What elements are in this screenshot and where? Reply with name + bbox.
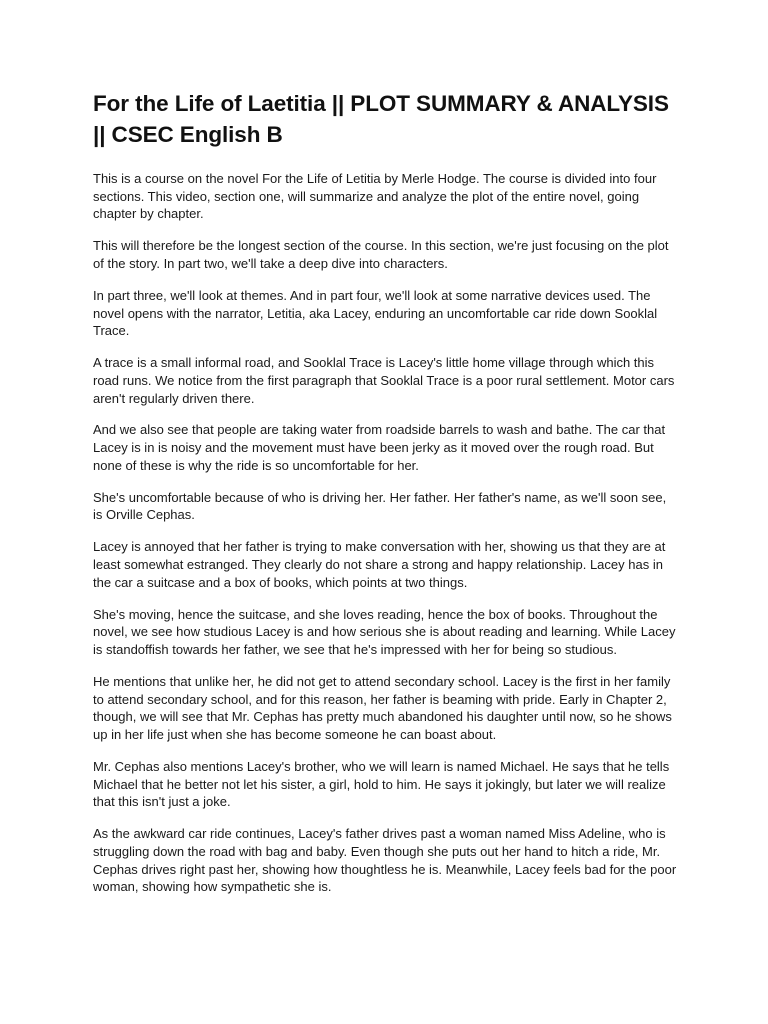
document-page xyxy=(93,88,678,910)
paragraph-4: A trace is a small informal road, and Sooklal Trace is Lacey's little home village through which this road runs. We notice from the first paragraph that Sooklal Trace is a poor rural settlement. Motor cars aren't regularly driven there. xyxy=(93,355,675,406)
paragraph-11: As the awkward car ride continues, Lacey's father drives past a woman named Miss Adeline, who is struggling down the road with bag and baby. Even though she puts out her hand to hitch a ride, Mr. Cephas drives right past her, showing how thoughtless he is. Meanwhile, Lacey feels bad for the poor woman, showing how sympathetic she is. xyxy=(93,826,677,895)
paragraph-6: She's uncomfortable because of who is driving her. Her father. Her father's name, as we'll soon see, is Orville Cephas. xyxy=(93,489,667,523)
paragraph-9: He mentions that unlike her, he did not get to attend secondary school. Lacey is the first in her family to attend secondary school, and for this reason, her father is beaming with pride. Early in Chapter 2, though, we will see that Mr. Cephas has pretty much abandoned his daughter until now, so he shows up in her life just when she has become someone he can boast about. xyxy=(93,673,672,743)
paragraph-10: Mr. Cephas also mentions Lacey's brother, who we will learn is named Michael. He says that he tells Michael that he better not let his sister, a girl, hold to him. He says it jokingly, but later we will realize that this isn't just a joke. xyxy=(93,758,670,810)
paragraph-5: And we also see that people are taking water from roadside barrels to wash and bathe. The car that Lacey is in is noisy and the movement must have been jerky as it moved over the rough road. But none of these is why the ride is so uncomfortable for her. xyxy=(93,422,666,473)
paragraph-2: This will therefore be the longest section of the course. In this section, we're just focusing on the plot of the story. In part two, we'll take a deep dive into characters. xyxy=(93,238,669,271)
paragraph-3: In part three, we'll look at themes. And in part four, we'll look at some narrative devices used. The novel opens with the narrator, Letitia, aka Lacey, enduring an uncomfortable car ride down Sooklal Trace. xyxy=(93,287,658,339)
paragraph-1: This is a course on the novel For the Life of Letitia by Merle Hodge. The course is divided into four sections. This video, section one, will summarize and analyze the plot of the entire novel, going chapter by chapter. xyxy=(93,171,657,222)
document-title: For the Life of Laetitia || PLOT SUMMARY & ANALYSIS || CSEC English B xyxy=(93,91,669,147)
paragraph-7: Lacey is annoyed that her father is trying to make conversation with her, showing us that they are at least somewhat estranged. They clearly do not share a strong and happy relationship. Lacey has in the car a suitcase and a box of books, which points at two things. xyxy=(93,539,666,590)
paragraph-8: She's moving, hence the suitcase, and she loves reading, hence the box of books. Throughout the novel, we see how studious Lacey is and how serious she is about reading and learning. While Lacey is standoffish towards her father, we see that he's impressed with her for being so studious. xyxy=(93,606,676,658)
